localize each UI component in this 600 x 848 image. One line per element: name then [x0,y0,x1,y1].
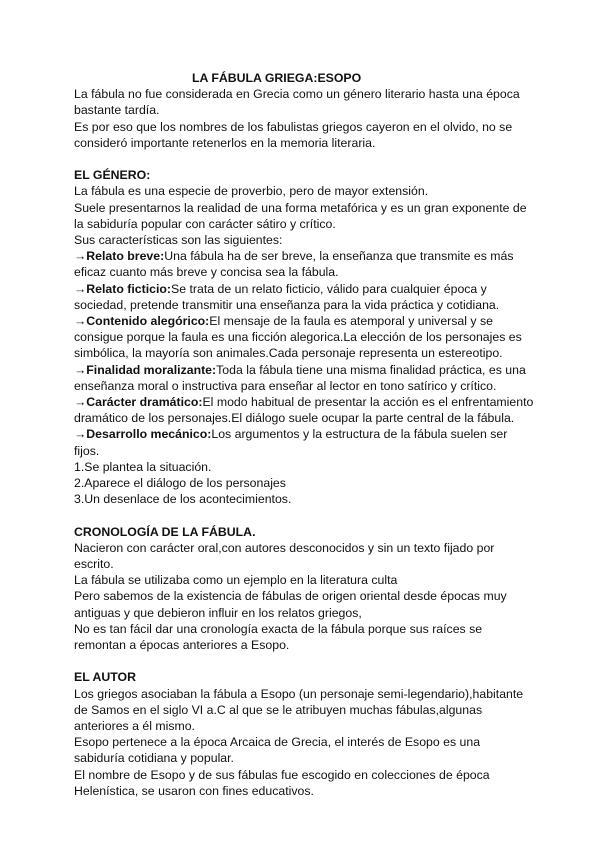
feature-text: Se trata de un relato ficticio, válido para cualquier época y sociedad, pretende transmitir una enseñanza para la vida práctica y cotidiana. [74,281,500,312]
step-item: 2.Aparece el diálogo de los personajes [74,476,286,491]
feature-text: Toda la fábula tiene una misma finalidad práctica, es una enseñanza moral o instructiva para enseñar al lector en tono satírico y crítico. [74,362,526,393]
feature-text: El modo habitual de presentar la acción es el enfrentamiento dramático de los personajes.El diálogo suele ocupar la parte central de la fábula. [74,395,534,426]
step-item: 3.Un desenlace de los acontecimientos. [74,492,292,507]
arrow-icon: → [74,362,87,377]
section-heading-autor: EL AUTOR [74,670,136,685]
arrow-icon: → [74,281,87,296]
feature-item [74,313,534,362]
feature-term: Carácter dramático: [86,395,203,410]
feature-item [74,426,534,458]
autor-paragraph-3: El nombre de Esopo y de sus fábulas fue escogido en colecciones de época Helenística, se usaron con fines educativos. [74,767,490,798]
document-page [74,70,534,799]
section-heading-cronologia: CRONOLOGÍA DE LA FÁBULA. [74,524,256,539]
cronologia-paragraph-1: Nacieron con carácter oral,con autores desconocidos y sin un texto fijado por escrito. [74,540,495,572]
feature-item [74,362,534,394]
cronologia-paragraph-2: La fábula se utilizaba como un ejemplo en la literatura culta [74,573,398,588]
feature-term: Desarrollo mecánico: [86,427,212,442]
cronologia-paragraph-3: Pero sabemos de la existencia de fábulas de origen oriental desde épocas muy antiguas y que debieron influir en los relatos griegos, [74,589,507,620]
autor-paragraph-1: Los griegos asociaban la fábula a Esopo (un personaje semi-legendario),habitante de Samos en el siglo VI a.C al que se le atribuyen muchas fábulas,algunas anteriores a él mismo. [74,686,524,734]
cronologia-paragraph-4: No es tan fácil dar una cronología exacta de la fábula porque sus raíces se remontan a épocas anteriores a Esopo. [74,621,483,653]
feature-item [74,394,534,426]
arrow-icon: → [74,395,87,410]
arrow-icon: → [74,314,87,329]
feature-term: Relato ficticio: [86,281,172,296]
feature-term: Relato breve: [86,249,165,264]
intro-paragraph-1: La fábula no fue considerada en Grecia como un género literario hasta una época bastante tardía. [74,87,520,118]
feature-text: Una fábula ha de ser breve, la enseñanza que transmite es más eficaz cuanto más breve y concisa sea la fábula. [74,249,514,280]
feature-item [74,281,534,313]
autor-paragraph-2: Esopo pertenece a la época Arcaica de Grecia, el interés de Esopo es una sabiduría cotidiana y popular. [74,735,481,766]
feature-term: Contenido alegórico: [86,314,210,329]
arrow-icon: → [74,249,87,264]
feature-text: Los argumentos y la estructura de la fábula suelen ser fijos. [74,427,508,458]
feature-term: Finalidad moralizante: [86,362,217,377]
genero-paragraph-3: Sus características son las siguientes: [74,233,283,248]
arrow-icon: → [74,427,87,442]
genero-paragraph-2: Suele presentarnos la realidad de una forma metafórica y es un gran exponente de la sabiduría popular con carácter sátiro y crítico. [74,200,527,231]
genero-paragraph-1: La fábula es una especie de proverbio, pero de mayor extensión. [74,184,429,199]
intro-paragraph-2: Es por eso que los nombres de los fabulistas griegos cayeron en el olvido, no se consideró importante retenerlos en la memoria literaria. [74,119,513,150]
document-title: LA FÁBULA GRIEGA:ESOPO [192,71,362,85]
feature-text: El mensaje de la faula es atemporal y universal y se consigue porque la faula es una ficción alegorica.La elección de los personajes es simbólica, la mayoría son animales.Cada personaje representa un estereotipo. [74,314,522,361]
feature-item [74,248,534,280]
section-heading-genero: EL GÉNERO: [74,168,151,183]
step-item: 1.Se plantea la situación. [74,459,212,474]
